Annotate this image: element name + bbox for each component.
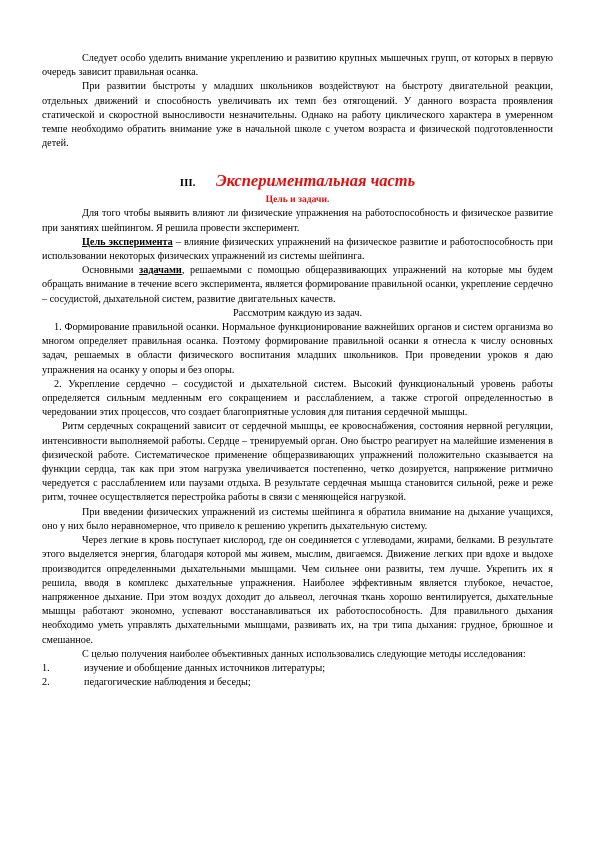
list-number: 2. [42,677,50,689]
paragraph-breath-intro: При введении физических упражнений из системы шейпинга я обратила внимание на дыхание учащихся, оно у них было неравномерное, что привело к решению укрепить дыхательную систему. [42,506,553,532]
aim-text: – влияние физических упражнений на физическое развитие и работоспособность при использовании некоторых физических упражнений из системы шейпинга. [42,236,553,263]
tasks-label: задачами [139,265,182,277]
list-text: изучение и обобщение данных источников литературы; [84,662,326,674]
section-title: Экспериментальная часть [215,171,416,191]
aim-label: Цель эксперимента [82,236,173,248]
list-item-posture: 1. Формирование правильной осанки. Нормальное функционирование важнейших органов и систем организма во многом определяет правильная осанка. Поэтому формирование правильной осанки я отнесла к числу основных задач, решаемых в области физического воспитания младших школьников. При проведении уроков я даю упражнения на осанку у опоры и без опоры. [42,322,553,376]
subsection-title: Цель и задачи. [265,194,330,206]
paragraph-rhythm: Ритм сердечных сокращений зависит от сердечной мышцы, ее кровоснабжения, состояния нервной регуляции, интенсивности выполняемой работы. Сердце – тренируемый орган. Оно быстро реагирует на малейшие изменения в физической работе. Систематическое применение общеразвивающих упражнений положительно сказывается на функции сердца, так как при этом нагрузка увеличивается постепенно, четко дозируется, напряжение ритмично чередуется с расслаблением или паузами отдыха. В результате сердечная мышца становится сильной, реже и реже ритм, точнее осуществляется перестройка работы в связи с меняющейся нагрузкой. [42,421,553,504]
list-item [42,676,553,690]
tasks-prefix: Основными [82,265,140,277]
tasks-text: , решаемыми с помощью общеразвивающих упражнений на которые мы будем обращать внимание в течение всего эксперимента, является формирование правильной осанки, укрепление сердечно – сосудистой, дыхательной систем, развитие двигательных качеств. [42,265,553,305]
list-item-heart: 2. Укрепление сердечно – сосудистой и дыхательной систем. Высокий функциональный уровень работы определяется сильным медленным его сокращением и расслаблением, а также строгой определенностью в чередовании этих процессов, что создает благоприятные условия для питания сердечной мышцы. [42,378,553,419]
methods-list [42,662,553,690]
paragraph-tasks [42,264,553,307]
list-number: 1. [42,662,50,674]
section-heading [42,172,553,193]
list-text: педагогические наблюдения и беседы; [84,677,251,689]
paragraph-intro-2: При развитии быстроты у младших школьников воздействуют на быстроту двигательной реакции, отдельных движений и способность увеличивать их темп без отягощений. У данного возраста проявления статической и скоростной выносливости незначительны. Однако на работу циклического характера в умеренном темпе необходимо обратить внимание уже в начальной школе с учетом возраста и физической подготовленности детей. [42,81,553,150]
paragraph-aim-intro: Для того чтобы выявить влияют ли физические упражнения на работоспособность и физическое развитие при занятиях шейпингом. Я решила провести эксперимент. [42,208,553,234]
section-number: III. [179,177,196,190]
list-item [42,662,553,676]
paragraph-aim [42,236,553,264]
consider-line: Рассмотрим каждую из задач. [232,307,363,319]
paragraph-lungs: Через легкие в кровь поступает кислород, где он соединяется с углеводами, жирами, белками. В результате этого выделяется энергия, благодаря которой мы живем, мыслим, двигаемся. Движение легких при вдохе и выдохе производится определенными дыхательными мышцами. Чем сильнее они развиты, тем лучше. Укрепить их я решила, вводя в комплекс дыхательные упражнения. Наиболее эффективным является глубокое, нечастое, напряженное дыхание. При этом воздух доходит до альвеол, легочная ткань хорошо вентилируется, дыхательные мышцы работают экономно, успевают восстанавливаться их работоспособность. Для правильного дыхания необходимо уметь управлять дыхательными мышцами, развивать их, на три типа дыхания: грудное, брюшное и смешанное. [42,535,553,646]
paragraph-intro-1: Следует особо уделить внимание укреплению и развитию крупных мышечных групп, от которых в первую очередь зависит правильная осанка. [42,53,553,79]
paragraph-methods: С целью получения наиболее объективных данных использовались следующие методы исследования: [82,648,526,660]
